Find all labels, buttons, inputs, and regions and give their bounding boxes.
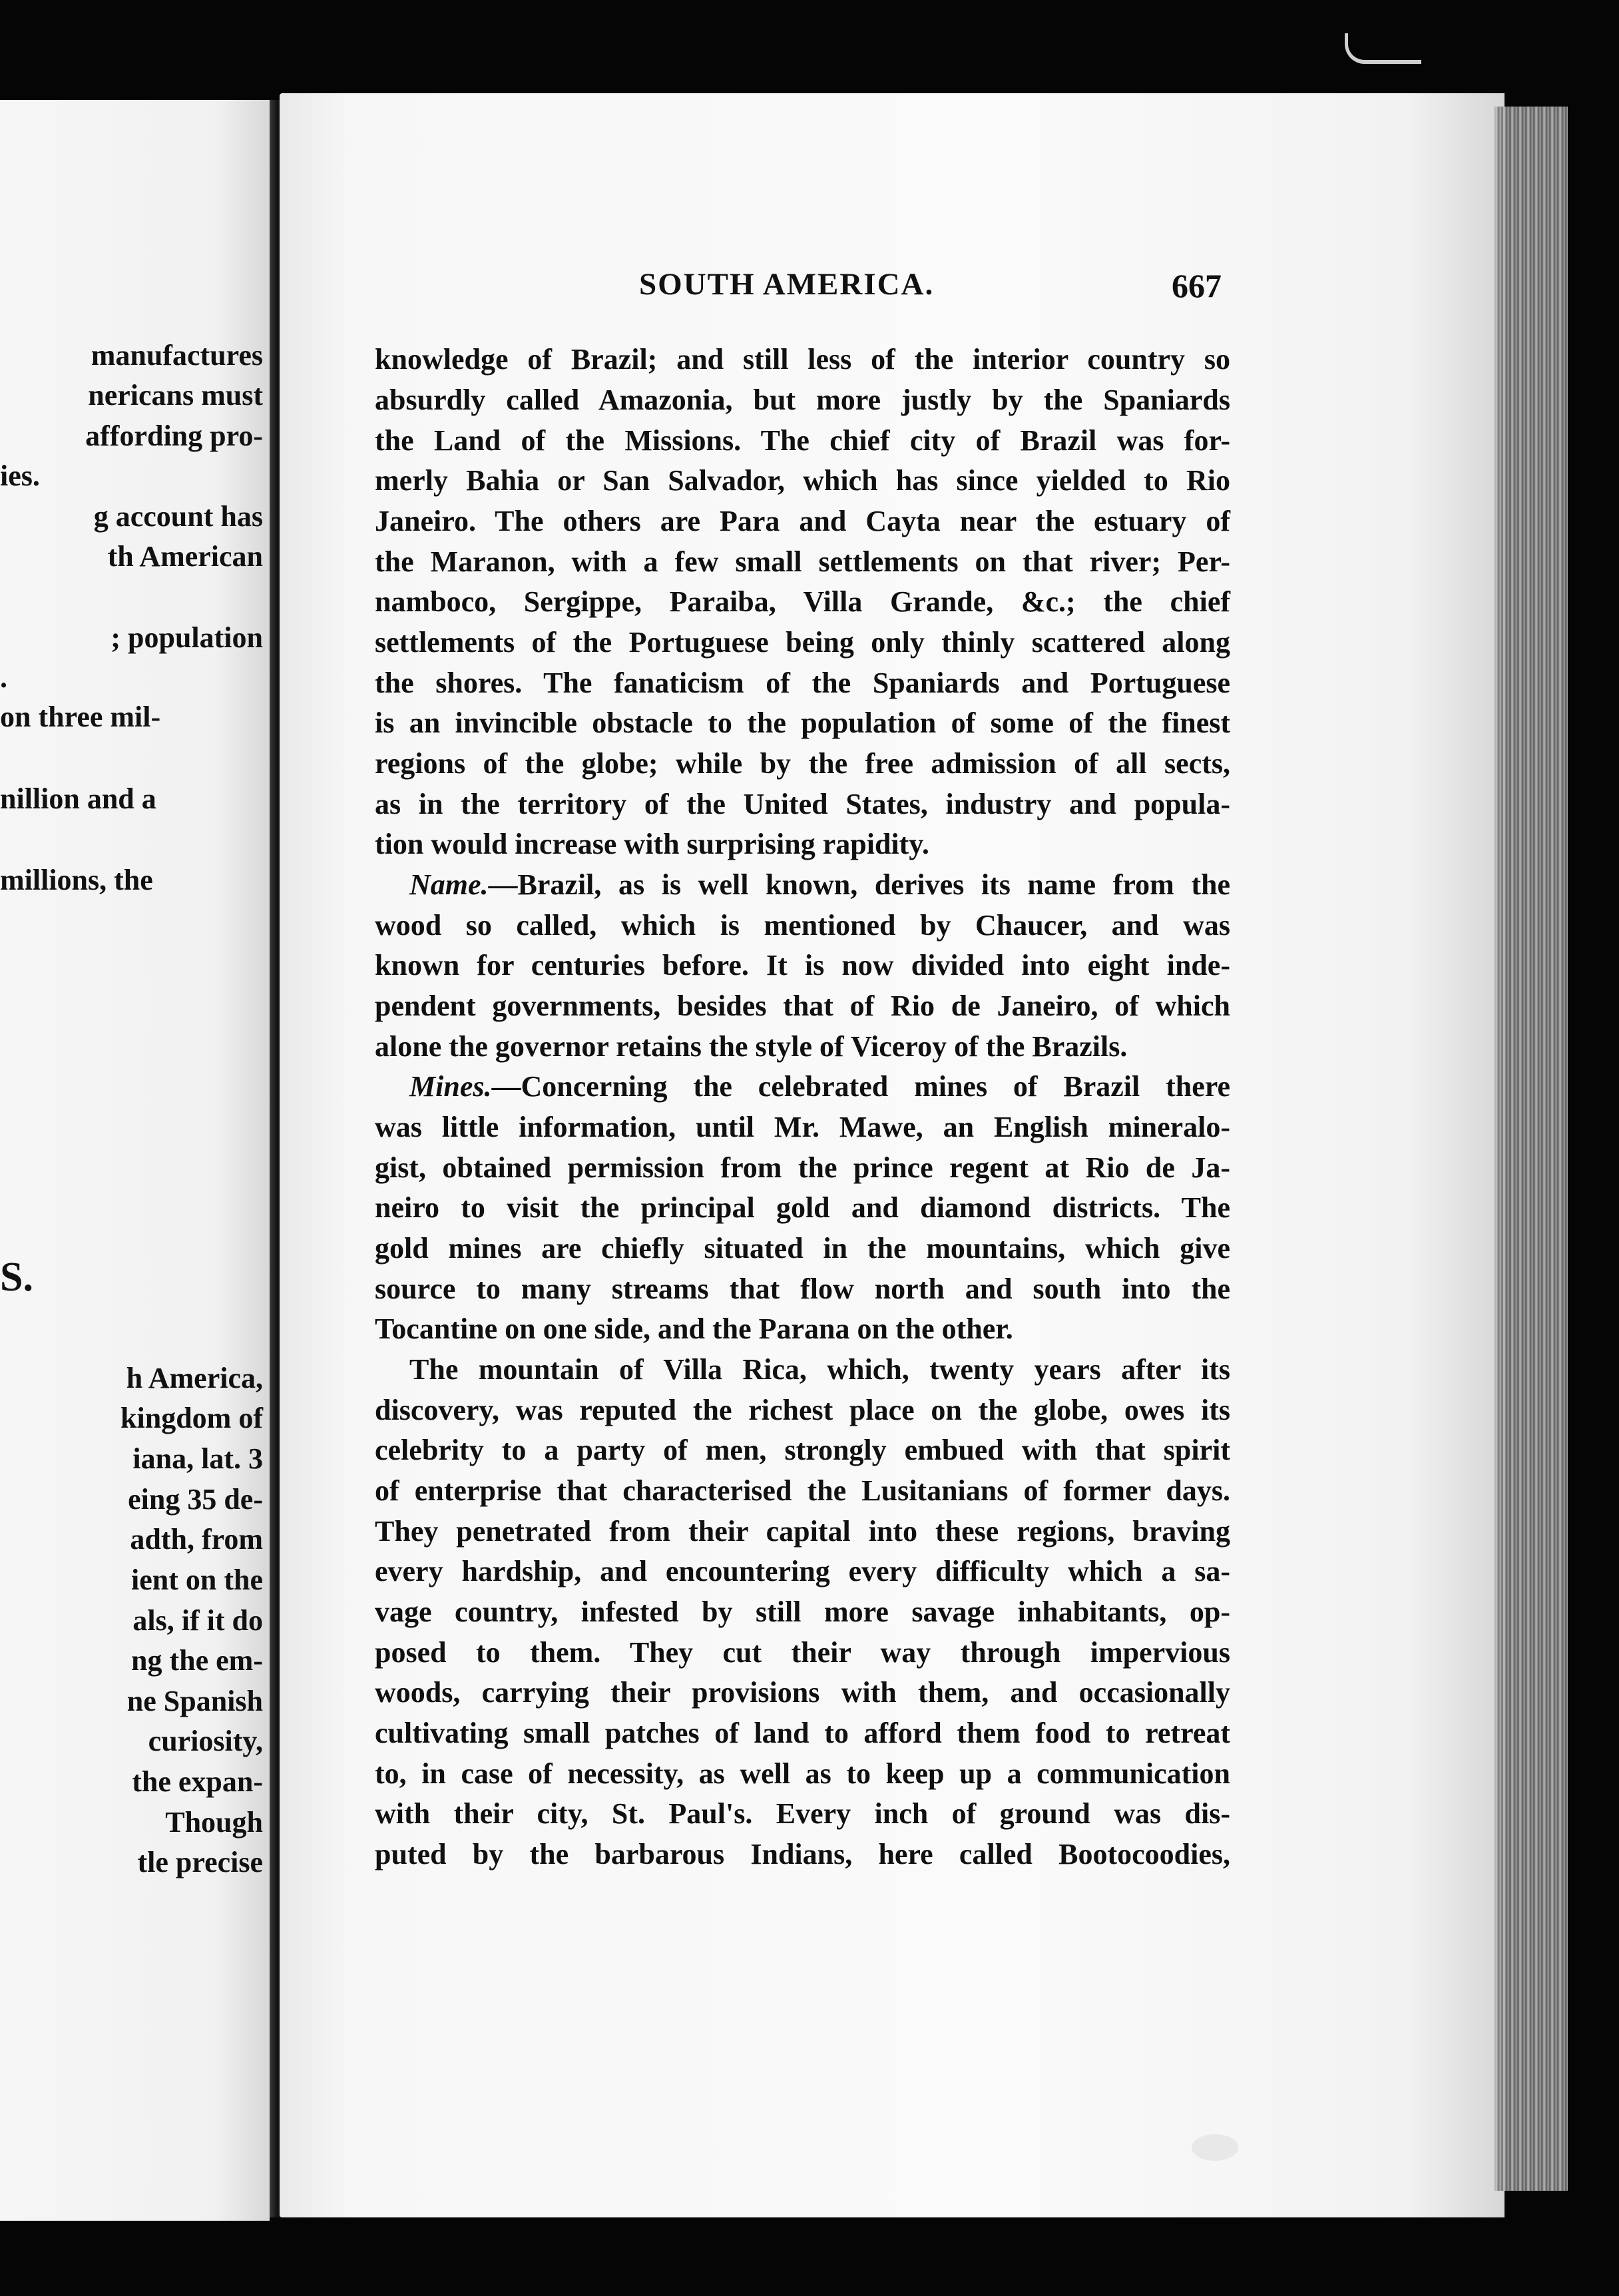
left-line: affording pro-: [85, 420, 263, 452]
left-line: Though: [165, 1806, 263, 1839]
left-line: manufactures: [91, 339, 263, 372]
left-line: ne Spanish: [126, 1685, 263, 1717]
text-run: —Concerning the celebrated mines of Brazil there: [491, 1070, 1230, 1103]
left-line: h America,: [126, 1362, 263, 1394]
text-line: merly Bahia or San Salvador, which has since yielded to Rio: [375, 464, 1230, 497]
left-line: nericans must: [88, 379, 263, 412]
page-edge: [1495, 107, 1568, 2191]
left-page: [0, 100, 270, 2221]
text-line: with their city, St. Paul's. Every inch of ground was dis-: [375, 1797, 1230, 1830]
left-line: curiosity,: [148, 1725, 263, 1757]
text-line: vage country, infested by still more savage inhabitants, op-: [375, 1595, 1230, 1628]
text-line: is an invincible obstacle to the population of some of the finest: [375, 707, 1230, 739]
text-line: was little information, until Mr. Mawe, an English mineralo-: [375, 1111, 1230, 1143]
text-line: the Land of the Missions. The chief city of Brazil was for-: [375, 424, 1230, 457]
text-line: discovery, was reputed the richest place on the globe, owes its: [375, 1394, 1230, 1426]
left-line: ng the em-: [131, 1644, 263, 1677]
text-line: knowledge of Brazil; and still less of the interior country so: [375, 343, 1230, 376]
left-line: ; population: [111, 621, 263, 654]
text-line: celebrity to a party of men, strongly embued with that spirit: [375, 1434, 1230, 1466]
text-line: absurdly called Amazonia, but more justly by the Spaniards: [375, 384, 1230, 416]
left-heading: S.: [0, 1255, 33, 1300]
text-line: neiro to visit the principal gold and diamond districts. The: [375, 1191, 1230, 1224]
left-line: kingdom of: [120, 1402, 263, 1434]
text-line: of enterprise that characterised the Lusitanians of former days.: [375, 1474, 1230, 1507]
text-line: gold mines are chiefly situated in the mountains, which give: [375, 1232, 1230, 1265]
left-line: the expan-: [132, 1765, 263, 1798]
text-line: namboco, Sergippe, Paraiba, Villa Grande, &c.; the chief: [375, 585, 1230, 618]
left-line: millions, the: [0, 864, 153, 896]
text-line: [375, 870, 1230, 900]
text-line: cultivating small patches of land to afford them food to retreat: [375, 1717, 1230, 1749]
text-line: every hardship, and encountering every difficulty which a sa-: [375, 1555, 1230, 1587]
text-line: regions of the globe; while by the free admission of all sects,: [375, 747, 1230, 780]
text-line: to, in case of necessity, as well as to keep up a communication: [375, 1757, 1230, 1790]
text-line: source to many streams that flow north and south into the: [375, 1273, 1230, 1305]
left-line: ies.: [0, 459, 40, 492]
left-line: adth, from: [130, 1523, 263, 1556]
text-line: the shores. The fanaticism of the Spaniards and Portuguese: [375, 667, 1230, 699]
left-line: ient on the: [131, 1564, 263, 1596]
text-line: [375, 1072, 1230, 1101]
left-line: tle precise: [137, 1846, 263, 1878]
left-line: on three mil-: [0, 701, 161, 733]
text-line: tion would increase with surprising rapidity.: [375, 828, 929, 860]
running-head: SOUTH AMERICA.: [639, 267, 935, 302]
text-line: woods, carrying their provisions with them, and occasionally: [375, 1676, 1230, 1709]
text-line: wood so called, which is mentioned by Chaucer, and was: [375, 909, 1230, 942]
left-line: eing 35 de-: [128, 1483, 263, 1516]
left-line: als, if it do: [132, 1604, 263, 1637]
text-line: Tocantine on one side, and the Parana on the other.: [375, 1312, 1013, 1345]
text-line: as in the territory of the United States, industry and popula-: [375, 788, 1230, 820]
text-line: pendent governments, besides that of Rio de Janeiro, of which: [375, 990, 1230, 1022]
section-label-name: Name.: [409, 868, 489, 901]
page-number: 667: [1172, 267, 1222, 304]
text-run: —Brazil, as is well known, derives its name from the: [488, 868, 1230, 901]
text-line: posed to them. They cut their way through impervious: [375, 1636, 1230, 1669]
text-line: known for centuries before. It is now divided into eight inde-: [375, 949, 1230, 982]
left-line: g account has: [93, 500, 263, 533]
text-line: the Maranon, with a few small settlements on that river; Per-: [375, 545, 1230, 578]
text-line: gist, obtained permission from the prince regent at Rio de Ja-: [375, 1151, 1230, 1184]
section-label-mines: Mines.: [409, 1070, 492, 1103]
text-line: Janeiro. The others are Para and Cayta near the estuary of: [375, 505, 1230, 537]
text-line: settlements of the Portuguese being only thinly scattered along: [375, 626, 1230, 659]
left-line: th American: [107, 540, 263, 573]
text-line: They penetrated from their capital into these regions, braving: [375, 1515, 1230, 1548]
left-line: .: [0, 661, 7, 694]
scan-artifact: [1345, 33, 1421, 64]
scan-artifact: [1192, 2134, 1238, 2161]
text-line: The mountain of Villa Rica, which, twenty years after its: [409, 1353, 1230, 1386]
left-line: iana, lat. 3: [132, 1442, 263, 1475]
left-line: nillion and a: [0, 782, 156, 815]
text-line: alone the governor retains the style of Viceroy of the Brazils.: [375, 1030, 1128, 1063]
text-line: puted by the barbarous Indians, here called Bootocoodies,: [375, 1838, 1230, 1870]
